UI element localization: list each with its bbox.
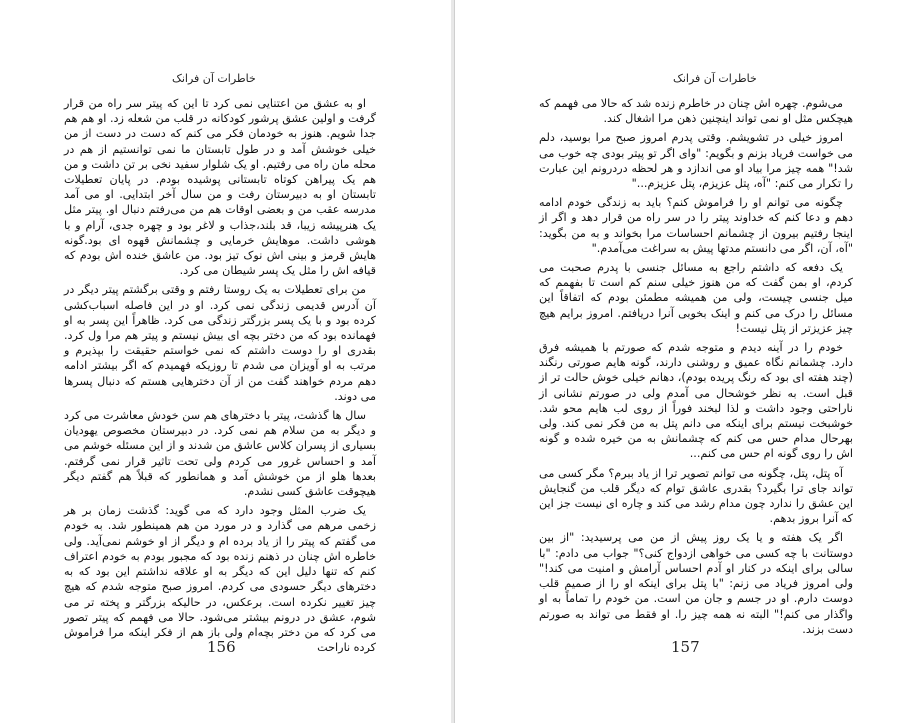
right-paragraph-1: می‌شوم. چهره اش چنان در خاطرم زنده شد که حالا می فهمم که هیچکس مثل او نمی تواند اینچنین ذهن مرا اشغال کند.: [539, 97, 853, 126]
left-paragraph-1: او به عشق من اعتنایی نمی کرد تا این که پیتر سر راه من قرار گرفت و اولین عشق پرشور کودکانه در قلب من شعله زد. او هم هم جدا شویم. هنوز به خودمان فکر می کنم که دست در دست از من خیلی خوشش آمد و در طول تابستان ما نمی توانستیم از هم در محله مان راه می رفتیم. او یک شلوار سفید نخی بر تن داشت و من هم یک پیراهن کوتاه تابستانی پوشیده بودم. در پایان تعطیلات تابستان او به دبیرستان رفت و من سال آخر ابتدایی. او می آمد مدرسه عقب من و بعضی اوقات هم من می‌رفتم دنبال او. پیتر مثل یک هنرپیشه زیبا، قد بلند،جذاب و لاغر بود و چهره جدی، آرام و با هوشی داشت. موهایش خرمایی و چشمانش قهوه ای بود.گونه هایش قرمز و بینی اش نوک تیز بود. من عاشق خنده اش بودم که قیافه اش را مثل یک پسر شیطان می کرد.: [64, 97, 376, 278]
right-page-body: [539, 96, 853, 641]
right-page: [454, 0, 900, 723]
right-paragraph-6: آه پتل، پتل، چگونه می توانم تصویر ترا از یاد ببرم؟ مگر کسی می تواند جای ترا بگیرد؟ بقدری عاشق توام که دیگر قلب من گنجایش این عشق را ندارد چون مدام رشد می کند و چاره ای نیست جز این که آنرا بروز بدهم.: [539, 466, 853, 526]
right-paragraph-3: چگونه می توانم او را فراموش کنم؟ باید به زندگی خودم ادامه دهم و دعا کنم که خداوند پیتر را در سر راه من قرار دهد و اگر از اینجا رفتیم بیرون از چشمانم احساسات مرا بخواند و به من بگوید: "آه، آن، اگر می دانستم مدتها پیش به سراغت می‌آمدم.": [539, 196, 853, 255]
left-page-number: 156: [207, 638, 236, 656]
left-paragraph-4: یک ضرب المثل وجود دارد که می گوید: گذشت زمان بر هر زخمی مرهم می گذارد و در مورد من هم همینطور شد. به خودم می گفتم که پیتر را از یاد برده ام و دیگر از او خوشم نمی‌آید. ولی خاطره اش چنان در ذهنم زنده بود که مجبور بودم به خودم اعتراف کنم که تنها دلیل این که دیگر به او علاقه نداشتم این بود که به دخترهای دیگر حسودی می کردم. امروز صبح متوجه شدم که هیچ چیز تغییر نکرده است. برعکس، در حالیکه بزرگتر و پخته تر می شوم، عشق در درونم بیشتر می‌شود. حالا می فهمم که پیتر تصور می کرد که من دختر بچه‌ام ولی باز هم از فکر اینکه مرا فراموش کرده ناراحت: [64, 504, 376, 655]
right-paragraph-5: خودم را در آینه دیدم و متوجه شدم که صورتم با همیشه فرق دارد. چشمانم نگاه عمیق و روشنی دارند، گونه هایم صورتی رنگند (چند هفته ای بود که رنگ پریده بودم)، دهانم خیلی خوش حالت تر از قبل است. به نظر خوشحال می آمدم ولی در صورتم نشانی از ناراحتی وجود داشت و لذا لبخند فوراً از روی لب هایم محو شد. خوشبخت نیستم برای اینکه می دانم پتل به من فکر نمی کند. ولی بهرحال مدام حس می کنم که چشمانش به من خیره شده و گونه اش را روی گونه ام حس می کنم...: [539, 341, 853, 461]
right-paragraph-7: اگر یک هفته و یا یک روز پیش از من می پرسیدید: "از بین دوستانت با چه کسی می خواهی ازدواج کنی؟" جواب می دادم: "با سالی برای اینکه در کنار او آدم احساس آرامش و امنیت می کند!" ولی امروز فریاد می زنم: "با پتل برای اینکه او را از صمیم قلب دوست دارم. او در جسم و جان من است. من خودم را تماماً به او واگذار می کنم!" البته نه همه چیز را. او فقط می تواند به صورتم دست بزند.: [539, 531, 853, 636]
right-running-head: خاطرات آن فرانک: [673, 72, 757, 85]
right-paragraph-4: یک دفعه که داشتم راجع به مسائل جنسی با پدرم صحبت می کردم، او بمن گفت که من هنوز خیلی سنم کم است تا بفهمم که میل جنسی چیست، ولی من همیشه مطمئن بودم که اتفاقاً این مسائل را درک می کنم و اینک بخوبی آنرا دریافتم. امروز برایم هیچ چیز عزیزتر از پتل نیست!: [539, 261, 853, 335]
left-running-head: خاطرات آن فرانک: [172, 72, 256, 85]
left-paragraph-2: من برای تعطیلات به یک روستا رفتم و وقتی برگشتم پیتر دیگر در آن آدرس قدیمی زندگی نمی کرد. او در این فاصله اسباب‌کشی کرده بود و با یک پسر بزرگتر زندگی می کرد. ظاهراً این پسر به او فهمانده بود که من دختر بچه ای بیش نیستم و پیتر هم مرا ول کرد. بقدری او را دوست داشتم که نمی خواستم حقیقت را بپذیرم و مرتب به او آویزان می شدم تا روزیکه فهمیدم که اگر بیشتر ادامه دهم مردم خواهند گفت من از آن دخترهایی هستم که دنبال پسرها می دوند.: [64, 283, 376, 403]
right-paragraph-2: امروز خیلی در تشویشم. وقتی پدرم امروز صبح مرا بوسید، دلم می خواست فریاد بزنم و بگویم: "وای اگر تو پیتر بودی چه خوب می شد!" همه چیز مرا بیاد او می اندازد و هر لحظه دردرونم این عبارت را تکرار می کنم: "آه، پتل عزیزم، پتل عزیزم...": [539, 131, 853, 191]
left-paragraph-3: سال ها گذشت، پیتر با دخترهای هم سن خودش معاشرت می کرد و دیگر به من سلام هم نمی کرد. در دبیرستان مخصوص یهودیان بسیاری از پسران کلاس عاشق من شدند و از این مسئله خوشم می آمد و احساس غرور می کردم ولی تحت تاثیر قرار نمی گرفتم. بعدها هلو از من خوشش آمد و همانطور که قبلاً هم گفتم دیگر هیچوقت عاشق کسی نشدم.: [64, 409, 376, 499]
right-page-number: 157: [671, 638, 700, 656]
left-page-body: [64, 96, 376, 659]
